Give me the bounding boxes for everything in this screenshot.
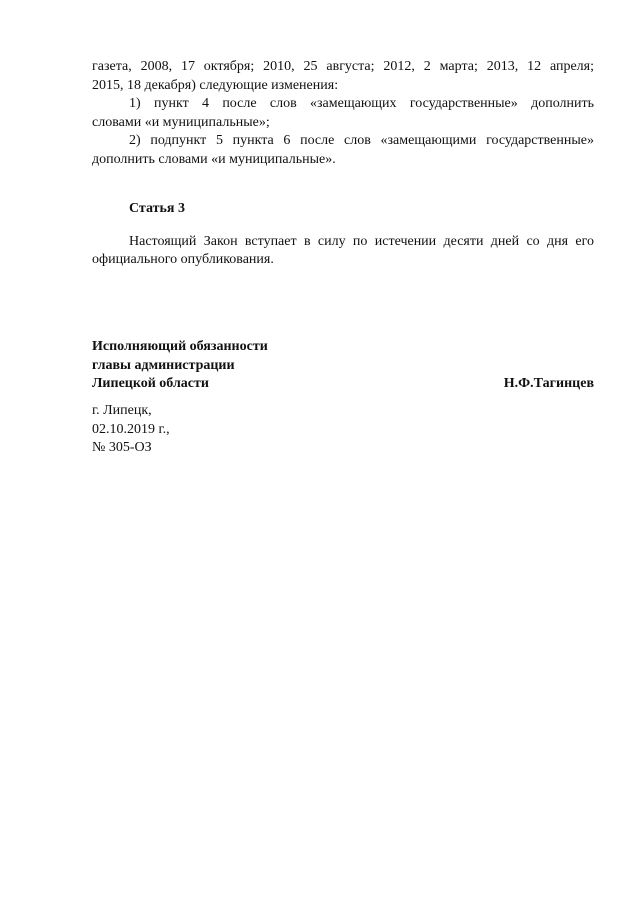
date: 02.10.2019 г., bbox=[92, 421, 170, 437]
document-footer bbox=[92, 402, 594, 458]
intro-line: газета, 2008, 17 октября; 2010, 25 августа; 2012, 2 марта; 2013, 12 апреля; bbox=[92, 59, 594, 74]
city: г. Липецк, bbox=[92, 403, 152, 418]
signatory-title: Исполняющий обязанности bbox=[92, 339, 268, 354]
signatory-name: Н.Ф.Тагинцев bbox=[503, 376, 594, 392]
signatory-title: главы администрации bbox=[92, 357, 235, 373]
item-2-cont: дополнить словами «и муниципальные». bbox=[92, 151, 336, 167]
signature-block bbox=[92, 338, 594, 394]
intro-line: 2015, 18 декабря) следующие изменения: bbox=[92, 77, 339, 93]
amendments-section bbox=[92, 58, 594, 170]
item-2: 2) подпункт 5 пункта 6 после слов «замещающими государственные» bbox=[129, 133, 594, 149]
signatory-title: Липецкой области bbox=[92, 376, 209, 392]
signatory-row bbox=[92, 375, 594, 394]
law-number: № 305-ОЗ bbox=[92, 440, 152, 456]
item-1-cont: словами «и муниципальные»; bbox=[92, 114, 270, 130]
item-1: 1) пункт 4 после слов «замещающих государственные» дополнить bbox=[129, 96, 594, 112]
article-text: Настоящий Закон вступает в силу по истечении десяти дней со дня его bbox=[129, 233, 594, 249]
article-3 bbox=[92, 200, 594, 270]
article-text-cont: официального опубликования. bbox=[92, 252, 274, 268]
article-heading: Статья 3 bbox=[129, 201, 185, 216]
